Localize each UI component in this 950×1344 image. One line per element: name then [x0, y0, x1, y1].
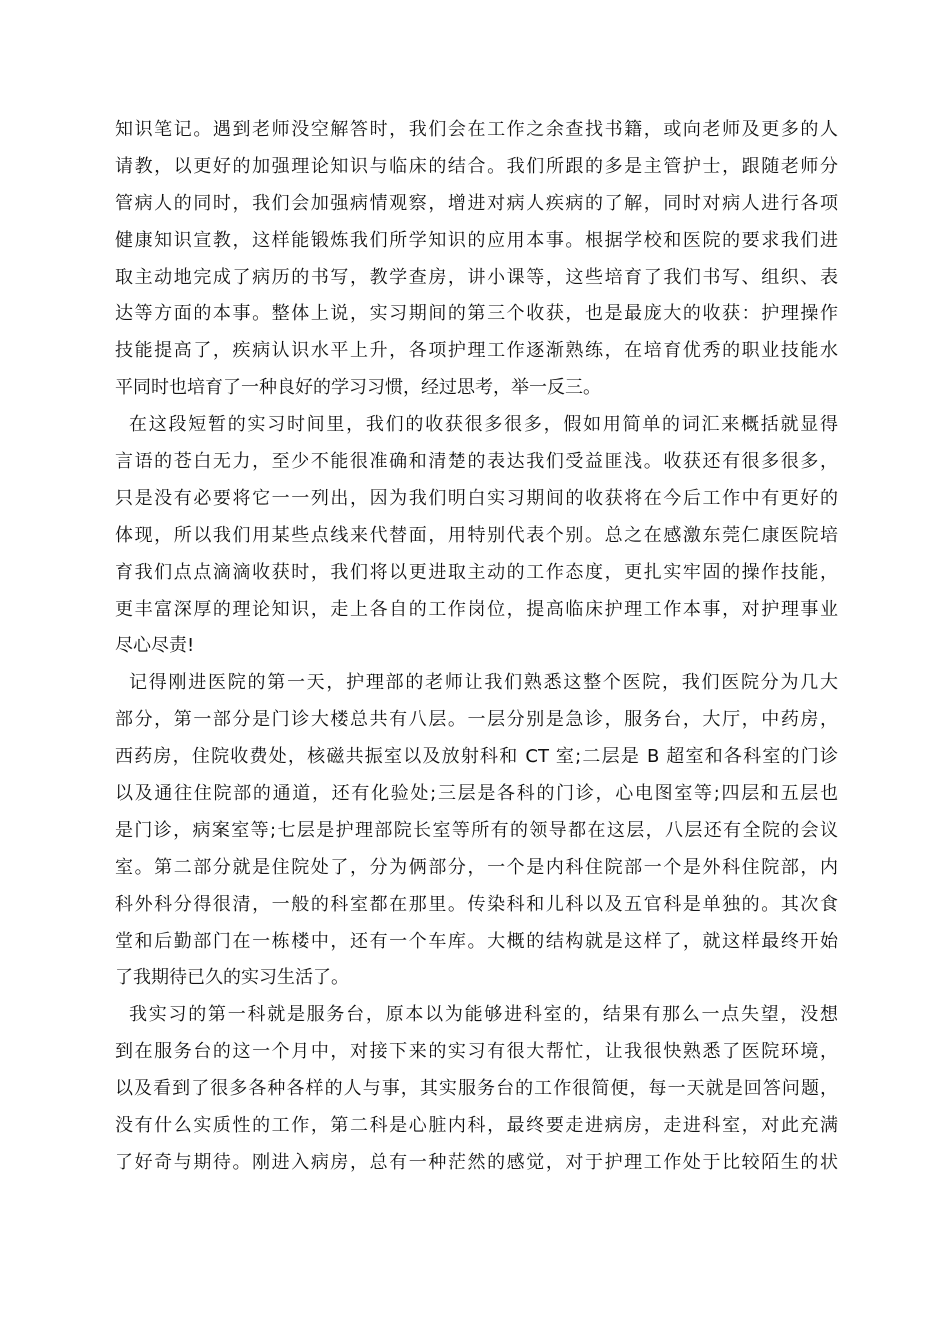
text-line: 请教，以更好的加强理论知识与临床的结合。我们所跟的多是主管护士，跟随老师分	[115, 155, 838, 177]
text-line: 科外科分得很清，一般的科室都在那里。传染科和儿科以及五官科是单独的。其次食	[115, 893, 838, 915]
text-line: 平同时也培育了一种良好的学习习惯，经过思考，举一反三。	[115, 377, 601, 399]
text-line: 达等方面的本事。整体上说，实习期间的第三个收获，也是最庞大的收获：护理操作	[115, 303, 838, 325]
text-line: 管病人的同时，我们会加强病情观察，增进对病人疾病的了解，同时对病人进行各项	[115, 192, 838, 214]
document-body	[115, 112, 838, 1182]
text-line: 言语的苍白无力，至少不能很准确和清楚的表达我们受益匪浅。收获还有很多很多，	[115, 451, 838, 473]
text-line: 育我们点点滴滴收获时，我们将以更进取主动的工作态度，更扎实牢固的操作技能，	[115, 561, 838, 583]
text-line: 健康知识宣教，这样能锻炼我们所学知识的应用本事。根据学校和医院的要求我们进	[115, 229, 838, 251]
paragraph-first-line: 记得刚进医院的第一天，护理部的老师让我们熟悉这整个医院，我们医院分为几大	[129, 672, 838, 694]
text-line: 以及通往住院部的通道，还有化验处;三层是各科的门诊，心电图室等;四层和五层也	[115, 783, 838, 805]
text-line: 了我期待已久的实习生活了。	[115, 967, 349, 989]
text-line: 只是没有必要将它一一列出，因为我们明白实习期间的收获将在今后工作中有更好的	[115, 487, 838, 509]
paragraph-first-line: 我实习的第一科就是服务台，原本以为能够进科室的，结果有那么一点失望，没想	[129, 1004, 838, 1026]
text-line: 以及看到了很多各种各样的人与事，其实服务台的工作很简便，每一天就是回答问题，	[115, 1078, 838, 1100]
text-line: 室。第二部分就是住院处了，分为俩部分，一个是内科住院部一个是外科住院部，内	[115, 856, 838, 878]
text-line: 更丰富深厚的理论知识，走上各自的工作岗位，提高临床护理工作本事，对护理事业	[115, 598, 838, 620]
text-line: 了好奇与期待。刚进入病房，总有一种茫然的感觉，对于护理工作处于比较陌生的状	[115, 1151, 838, 1173]
text-line: 部分，第一部分是门诊大楼总共有八层。一层分别是急诊，服务台，大厅，中药房，	[115, 709, 838, 731]
text-line: 是门诊，病案室等;七层是护理部院长室等所有的领导都在这层，八层还有全院的会议	[115, 819, 838, 841]
text-line: 技能提高了，疾病认识水平上升，各项护理工作逐渐熟练，在培育优秀的职业技能水	[115, 340, 838, 362]
text-line: 到在服务台的这一个月中，对接下来的实习有很大帮忙，让我很快熟悉了医院环境，	[115, 1041, 838, 1063]
text-line: 体现，所以我们用某些点线来代替面，用特别代表个别。总之在感激东莞仁康医院培	[115, 524, 838, 546]
text-line: 取主动地完成了病历的书写，教学查房，讲小课等，这些培育了我们书写、组织、表	[115, 266, 838, 288]
text-line: 尽心尽责!	[115, 635, 195, 657]
text-line: 知识笔记。遇到老师没空解答时，我们会在工作之余查找书籍，或向老师及更多的人	[115, 119, 838, 140]
text-line: 西药房，住院收费处，核磁共振室以及放射科和 CT 室;二层是 B 超室和各科室的门诊	[115, 746, 838, 768]
text-line: 堂和后勤部门在一栋楼中，还有一个车库。大概的结构就是这样了，就这样最终开始	[115, 930, 838, 952]
text-line: 没有什么实质性的工作，第二科是心脏内科，最终要走进病房，走进科室，对此充满	[115, 1115, 838, 1137]
paragraph-first-line: 在这段短暂的实习时间里，我们的收获很多很多，假如用简单的词汇来概括就显得	[129, 414, 838, 436]
